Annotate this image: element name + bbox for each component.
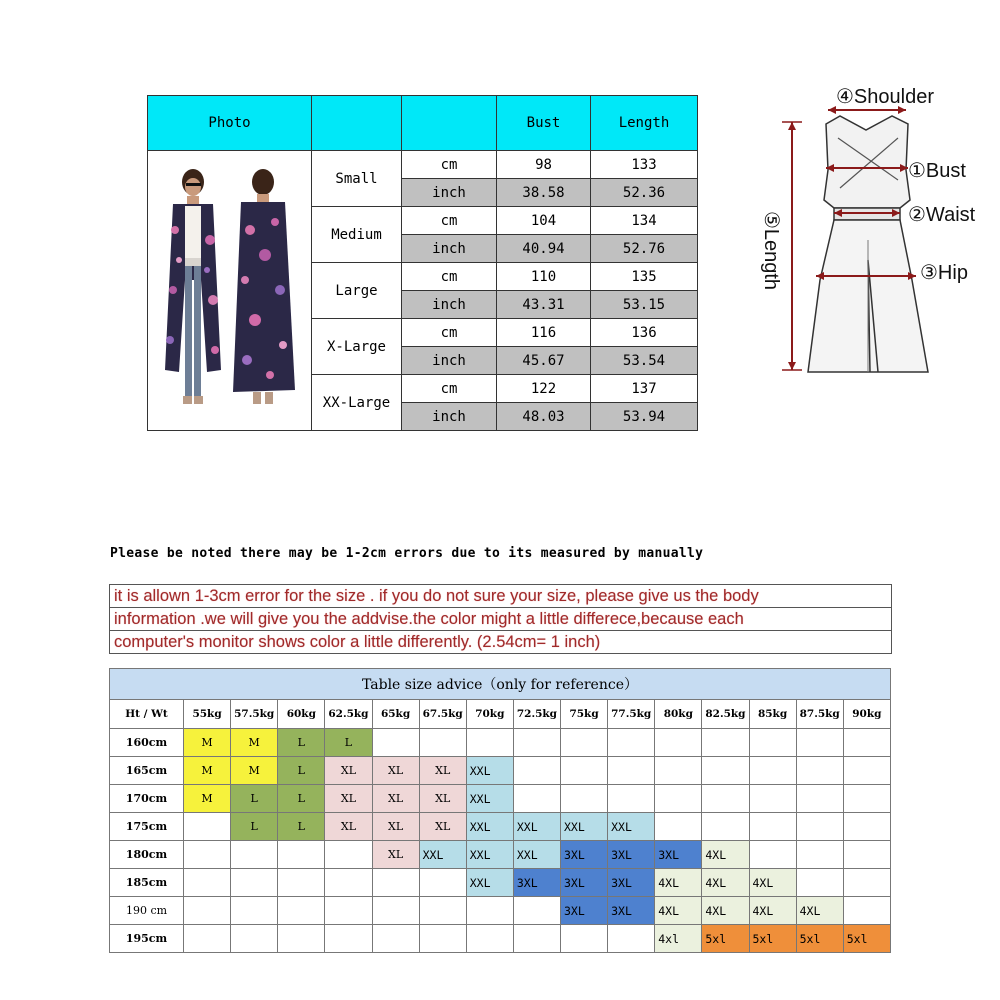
advice-row [110,897,891,925]
size-label-xlarge: X-Large [312,319,402,375]
height-label: 190 cm [110,897,184,925]
advice-cell [655,785,702,813]
advice-cell: L [231,785,278,813]
bust-value: 48.03 [497,403,591,431]
advice-cell: XXL [513,841,560,869]
length-value: 53.54 [591,347,698,375]
height-label: 170cm [110,785,184,813]
unit-cell: cm [402,151,497,179]
advice-cell: 4XL [655,869,702,897]
advice-cell [231,897,278,925]
advice-cell [372,869,419,897]
weight-header: 70kg [466,700,513,729]
advice-cell [796,757,843,785]
advice-cell: XL [325,813,372,841]
weight-header: 67.5kg [419,700,466,729]
header-bust: Bust [497,96,591,151]
advice-cell: 3XL [561,897,608,925]
advice-cell: M [231,729,278,757]
length-value: 53.94 [591,403,698,431]
advice-cell [231,869,278,897]
weight-header: 75kg [561,700,608,729]
advice-cell: XXL [466,841,513,869]
bust-value: 122 [497,375,591,403]
advice-cell [278,925,325,953]
advice-cell [231,925,278,953]
label-bust: ①Bust [908,160,966,182]
advice-cell: 4XL [702,841,749,869]
advice-cell [749,729,796,757]
advice-cell [184,869,231,897]
advice-row [110,925,891,953]
advice-cell [608,757,655,785]
advice-cell: XXL [466,757,513,785]
weight-header: 80kg [655,700,702,729]
bust-value: 110 [497,263,591,291]
product-photo [148,151,312,431]
advice-cell [419,925,466,953]
advice-cell [796,785,843,813]
advice-cell [278,869,325,897]
advice-cell [466,729,513,757]
advice-cell [796,869,843,897]
length-value: 53.15 [591,291,698,319]
bust-value: 116 [497,319,591,347]
advice-cell [231,841,278,869]
advice-cell [796,841,843,869]
advice-row [110,729,891,757]
advice-cell [325,897,372,925]
advice-cell: XL [372,757,419,785]
header-photo: Photo [148,96,312,151]
weight-header: 87.5kg [796,700,843,729]
advice-cell [749,841,796,869]
advice-cell [372,925,419,953]
advice-cell [796,813,843,841]
advice-cell [843,841,890,869]
advice-cell [419,897,466,925]
measurement-note: Please be noted there may be 1-2cm errors due to its measured by manually [110,546,704,561]
advice-cell [419,729,466,757]
advice-cell: XL [372,841,419,869]
weight-header: 77.5kg [608,700,655,729]
advice-cell [372,897,419,925]
advice-cell: L [278,785,325,813]
advice-cell [843,757,890,785]
advice-cell: XL [419,757,466,785]
advice-cell: 4XL [749,897,796,925]
advice-cell [702,757,749,785]
advice-cell: 4XL [702,897,749,925]
advice-cell: 4xl [655,925,702,953]
advice-row [110,785,891,813]
unit-cell: inch [402,235,497,263]
advice-cell [184,897,231,925]
advice-cell: 3XL [608,841,655,869]
advice-cell [561,785,608,813]
advice-cell: 4XL [749,869,796,897]
advice-cell [655,729,702,757]
measurement-diagram [760,80,1000,380]
bust-value: 98 [497,151,591,179]
header-unit [402,96,497,151]
advice-cell [513,757,560,785]
advice-cell [702,729,749,757]
advice-cell: 4XL [796,897,843,925]
advice-cell [608,785,655,813]
advice-cell [843,729,890,757]
advice-cell [561,729,608,757]
bust-value: 38.58 [497,179,591,207]
advice-cell [702,813,749,841]
height-label: 175cm [110,813,184,841]
advice-cell: 3XL [561,869,608,897]
notice-line: information .we will give you the addvise.the color might a little differece,because each [110,608,892,631]
advice-row [110,869,891,897]
notice-line: computer's monitor shows color a little differently. (2.54cm= 1 inch) [110,631,892,654]
bust-value: 43.31 [497,291,591,319]
weight-header: 62.5kg [325,700,372,729]
weight-header: 72.5kg [513,700,560,729]
error-notice-box [109,584,892,654]
advice-cell: 5xl [796,925,843,953]
advice-cell [608,925,655,953]
unit-cell: inch [402,347,497,375]
advice-cell [513,785,560,813]
advice-cell: XXL [466,813,513,841]
advice-cell [513,897,560,925]
advice-cell [749,785,796,813]
advice-cell: 5xl [843,925,890,953]
advice-cell: XXL [466,869,513,897]
size-advice-table [109,668,891,953]
weight-header: 57.5kg [231,700,278,729]
advice-cell [561,757,608,785]
advice-cell: L [325,729,372,757]
advice-title: Table size advice（only for reference） [110,669,891,700]
size-chart-header-row [148,96,698,151]
unit-cell: cm [402,319,497,347]
unit-cell: inch [402,179,497,207]
advice-cell: XL [419,785,466,813]
height-label: 180cm [110,841,184,869]
weight-header: 90kg [843,700,890,729]
advice-cell: 3XL [513,869,560,897]
size-label-xxlarge: XX-Large [312,375,402,431]
advice-cell: 5xl [702,925,749,953]
unit-cell: inch [402,403,497,431]
advice-cell [466,925,513,953]
advice-cell [278,841,325,869]
advice-cell: XXL [466,785,513,813]
size-chart-table [147,95,698,431]
weight-header: 55kg [184,700,231,729]
advice-row [110,841,891,869]
advice-cell [749,757,796,785]
bust-value: 45.67 [497,347,591,375]
height-label: 195cm [110,925,184,953]
advice-cell: 3XL [561,841,608,869]
advice-cell [796,729,843,757]
advice-cell [702,785,749,813]
header-ht-wt: Ht / Wt [110,700,184,729]
length-value: 136 [591,319,698,347]
unit-cell: inch [402,291,497,319]
height-label: 160cm [110,729,184,757]
advice-cell [843,869,890,897]
advice-cell [325,841,372,869]
label-hip: ③Hip [920,262,968,284]
size-label-large: Large [312,263,402,319]
advice-cell: L [278,813,325,841]
size-label-medium: Medium [312,207,402,263]
weight-header: 82.5kg [702,700,749,729]
advice-cell: M [231,757,278,785]
advice-cell: M [184,785,231,813]
advice-cell [608,729,655,757]
weight-header: 85kg [749,700,796,729]
advice-cell: XXL [513,813,560,841]
advice-header-row [110,700,891,729]
advice-cell: XL [325,785,372,813]
label-shoulder: ④Shoulder [836,86,934,108]
advice-cell [184,841,231,869]
advice-cell: XXL [419,841,466,869]
label-waist: ②Waist [908,204,976,226]
length-value: 134 [591,207,698,235]
unit-cell: cm [402,375,497,403]
size-row-small-cm [148,151,698,179]
height-label: 185cm [110,869,184,897]
advice-cell [419,869,466,897]
length-value: 137 [591,375,698,403]
garment-sketch-image [760,80,1000,380]
bust-value: 40.94 [497,235,591,263]
notice-line: it is allown 1-3cm error for the size . if you do not sure your size, please give us the body [110,585,892,608]
advice-cell: 4XL [655,897,702,925]
advice-cell [513,925,560,953]
advice-cell: XL [325,757,372,785]
header-length: Length [591,96,698,151]
advice-row [110,757,891,785]
advice-cell: XXL [608,813,655,841]
advice-cell [184,813,231,841]
advice-cell: L [278,757,325,785]
bust-value: 104 [497,207,591,235]
length-value: 135 [591,263,698,291]
advice-cell [184,925,231,953]
length-value: 52.76 [591,235,698,263]
advice-cell: XXL [561,813,608,841]
advice-cell [561,925,608,953]
size-label-small: Small [312,151,402,207]
advice-cell [843,813,890,841]
advice-cell [513,729,560,757]
advice-cell: 3XL [608,869,655,897]
advice-cell: M [184,729,231,757]
advice-row [110,813,891,841]
weight-header: 65kg [372,700,419,729]
advice-cell [749,813,796,841]
advice-cell [325,869,372,897]
advice-cell [278,897,325,925]
advice-cell: XL [372,785,419,813]
length-value: 52.36 [591,179,698,207]
advice-cell: 3XL [608,897,655,925]
advice-cell [466,897,513,925]
label-length: ⑤Length [760,210,783,291]
advice-cell: 4XL [702,869,749,897]
model-photo-image [155,160,305,422]
advice-cell: XL [419,813,466,841]
advice-cell [655,757,702,785]
header-size [312,96,402,151]
advice-cell [843,785,890,813]
weight-header: 60kg [278,700,325,729]
unit-cell: cm [402,263,497,291]
advice-cell: 3XL [655,841,702,869]
advice-cell: L [231,813,278,841]
advice-cell [372,729,419,757]
advice-cell: L [278,729,325,757]
advice-cell: XL [372,813,419,841]
advice-cell [655,813,702,841]
advice-cell: 5xl [749,925,796,953]
advice-cell [843,897,890,925]
unit-cell: cm [402,207,497,235]
advice-cell: M [184,757,231,785]
advice-cell [325,925,372,953]
height-label: 165cm [110,757,184,785]
length-value: 133 [591,151,698,179]
